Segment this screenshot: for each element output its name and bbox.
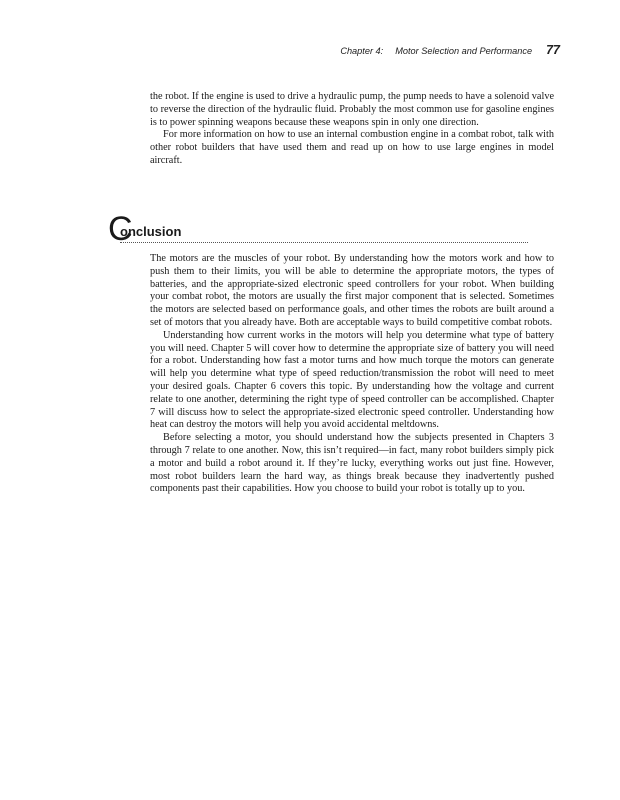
- conclusion-paragraph-1: The motors are the muscles of your robot. By understanding how the motors work and how to push them to their limits, you will be able to determine the appropriate motors, the types of batteries, and the appropriate-sized electronic speed controllers for your robot. When building your combat robot, the motors are usually the first major component that is selected. Sometimes the motors are selected based on performance goals, and other times the robots are built around a set of motors that you already have. Both are acceptable ways to build competitive combat robots.: [150, 253, 554, 328]
- chapter-label: Chapter 4:: [340, 46, 384, 56]
- intro-text-block: [150, 91, 554, 168]
- intro-paragraph-1: the robot. If the engine is used to drive a hydraulic pump, the pump needs to have a solenoid valve to reverse the direction of the hydraulic fluid. Probably the most common use for gasoline engines is to power spinning weapons because these weapons spin in only one direction.: [150, 91, 554, 128]
- heading-dotted-rule: [120, 242, 528, 243]
- chapter-title: Motor Selection and Performance: [395, 46, 533, 56]
- heading-text: onclusion: [120, 224, 182, 239]
- conclusion-paragraph-3: Before selecting a motor, you should understand how the subjects presented in Chapters 3 through 7 relate to one another. Now, this isn’t required—in fact, many robot builders simply pick a motor and build a robot around it. If they’re lucky, everything works out just fine. However, most robot builders learn the hard way, as things break because they inadvertently pushed components past their capabilities. How you choose to build your robot is totally up to you.: [150, 432, 554, 495]
- conclusion-paragraph-2: Understanding how current works in the motors will help you determine what type of battery you will need. Chapter 5 will cover how to determine the appropriate size of battery you will need for a robot. Understanding how fast a motor turns and how much torque the motors can generate will help you determine what type of speed reduction/transmission the robot will need to meet your desired goals. Chapter 6 covers this topic. By understanding how the voltage and current relate to one another, determining the right type of speed controller can be accomplished. Chapter 7 will discuss how to select the appropriate-sized electronic speed controller. Understanding how heat can destroy the motors will help you avoid accidental meltdowns.: [150, 329, 554, 431]
- conclusion-text-block: [150, 253, 554, 496]
- page-number: 77: [546, 43, 560, 57]
- running-header: [340, 43, 560, 57]
- conclusion-heading: [108, 210, 528, 248]
- intro-paragraph-2: For more information on how to use an internal combustion engine in a combat robot, talk with other robot builders that have used them and read up on how to use large engines in model aircraft.: [150, 129, 554, 166]
- heading-initial: C: [108, 210, 133, 248]
